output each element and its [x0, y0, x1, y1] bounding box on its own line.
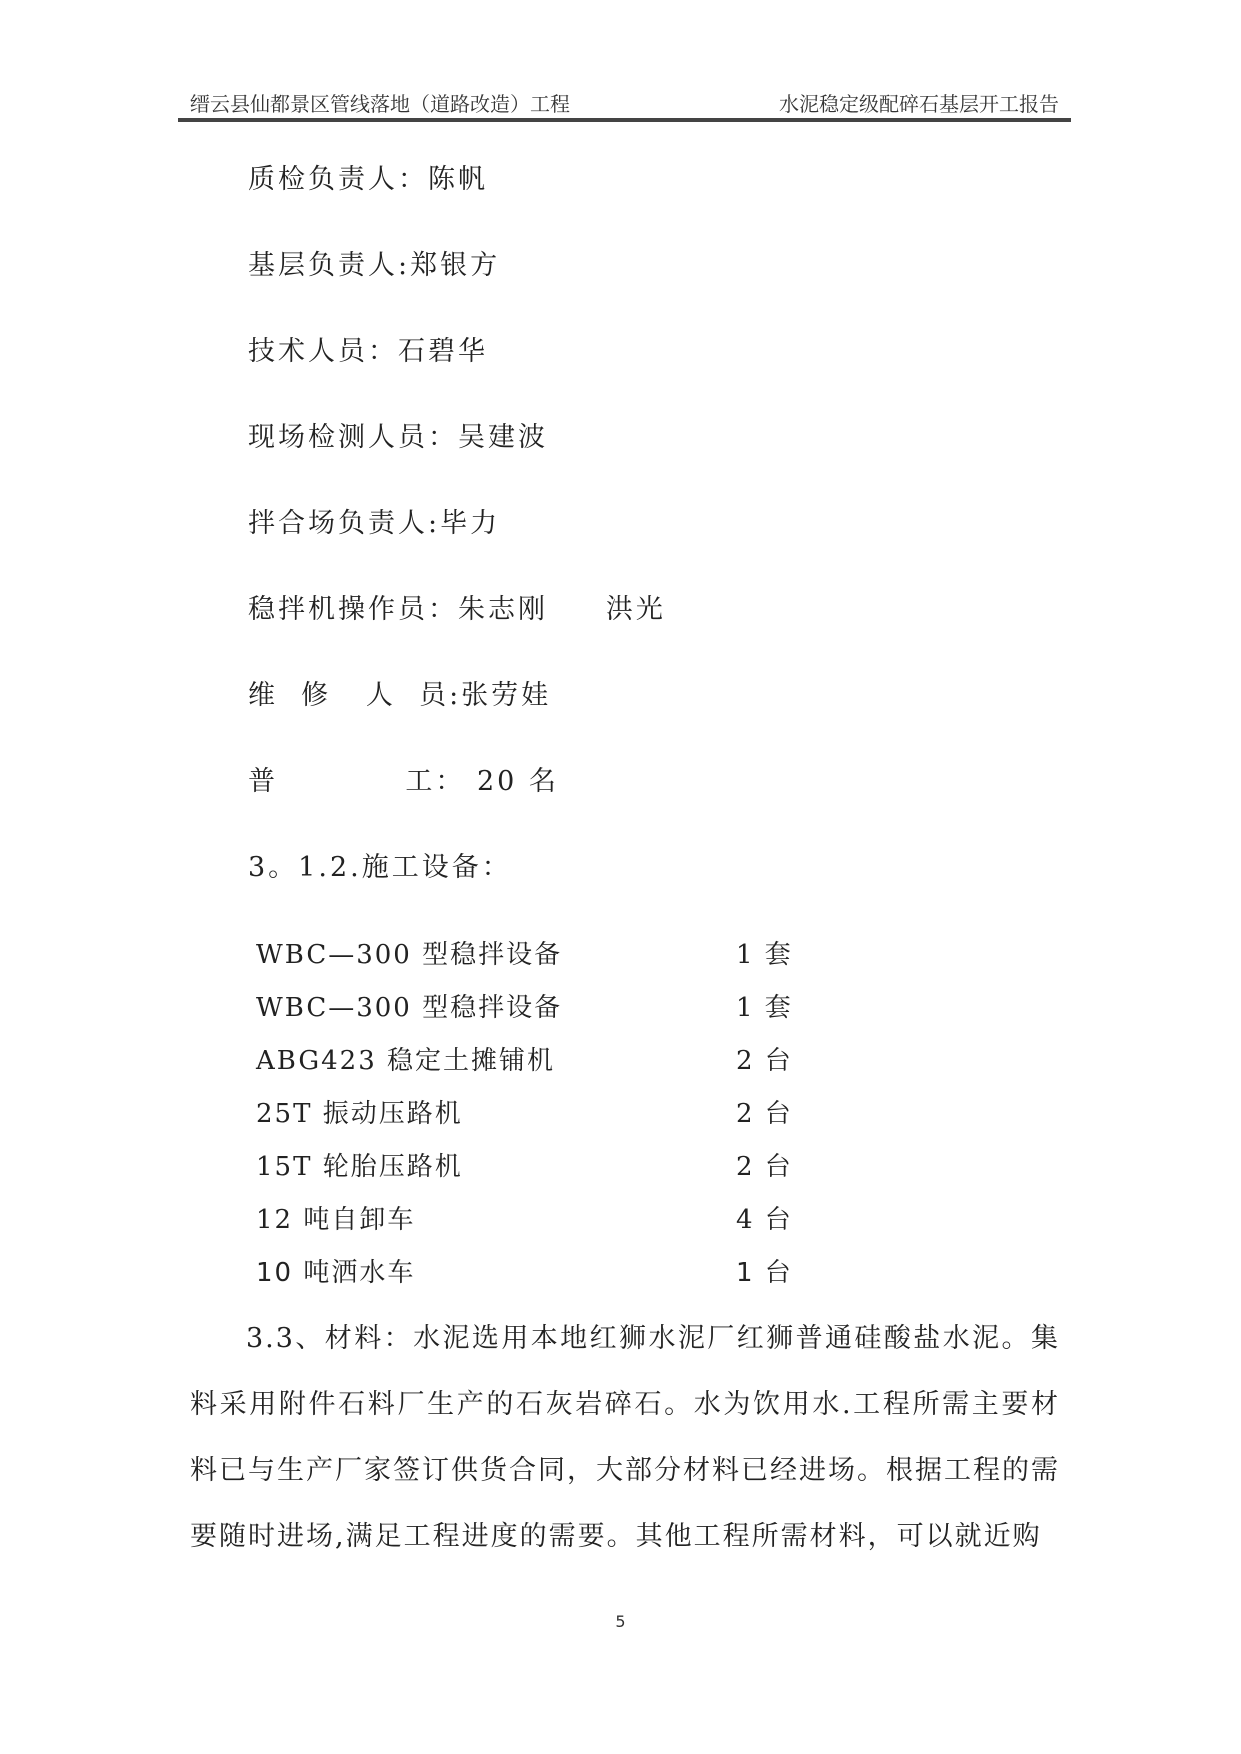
staff-quality-lead: 质检负责人：陈帆 [248, 164, 488, 195]
equipment-qty: 4 台 [736, 1205, 793, 1235]
equipment-name: 15T 轮胎压路机 [256, 1152, 463, 1182]
equipment-row [256, 938, 816, 972]
equipment-qty: 2 台 [736, 1152, 793, 1182]
equipment-name: 10 吨洒水车 [256, 1258, 416, 1288]
materials-paragraph: 3.3、材料：水泥选用本地红狮水泥厂红狮普通硅酸盐水泥。集料采用附件石料厂生产的石灰岩碎石。水为饮用水.工程所需主要材料已与生产厂家签订供货合同，大部分材料已经进场。根据工程的需要随时进场,满足工程进度的需要。其他工程所需材料，可以就近购 [190, 1323, 1060, 1552]
header-divider [178, 118, 1071, 122]
equipment-qty: 1 套 [736, 993, 793, 1023]
header-project-title: 缙云县仙都景区管线落地（道路改造）工程 [190, 92, 570, 116]
staff-technician: 技术人员：石碧华 [248, 336, 488, 367]
equipment-row [256, 1203, 816, 1237]
staff-mixer-operators: 稳拌机操作员：朱志刚 洪光 [248, 594, 666, 625]
equipment-row [256, 1150, 816, 1184]
equipment-row [256, 991, 816, 1025]
equipment-qty: 1 套 [736, 940, 793, 970]
equipment-name: WBC—300 型稳拌设备 [256, 993, 563, 1023]
equipment-name: ABG423 稳定土摊铺机 [256, 1046, 556, 1076]
equipment-qty: 2 台 [736, 1046, 793, 1076]
equipment-heading: 3。1.2.施工设备： [248, 852, 512, 883]
equipment-name: 25T 振动压路机 [256, 1099, 463, 1129]
staff-mixing-lead: 拌合场负责人:毕力 [248, 508, 501, 539]
page-number: 5 [615, 1612, 626, 1631]
equipment-row [256, 1044, 816, 1078]
staff-general-workers: 普 工： 20 名 [248, 766, 559, 797]
equipment-name: 12 吨自卸车 [256, 1205, 416, 1235]
staff-maintenance: 维 修 人 员:张劳娃 [248, 680, 552, 711]
header-report-title: 水泥稳定级配碎石基层开工报告 [779, 92, 1059, 116]
equipment-qty: 2 台 [736, 1099, 793, 1129]
page-header [178, 88, 1071, 116]
staff-base-lead: 基层负责人:郑银方 [248, 250, 501, 281]
equipment-qty: 1 台 [736, 1258, 793, 1288]
equipment-row [256, 1256, 816, 1290]
staff-field-inspector: 现场检测人员：吴建波 [248, 422, 548, 453]
equipment-name: WBC—300 型稳拌设备 [256, 940, 563, 970]
equipment-row [256, 1097, 816, 1131]
